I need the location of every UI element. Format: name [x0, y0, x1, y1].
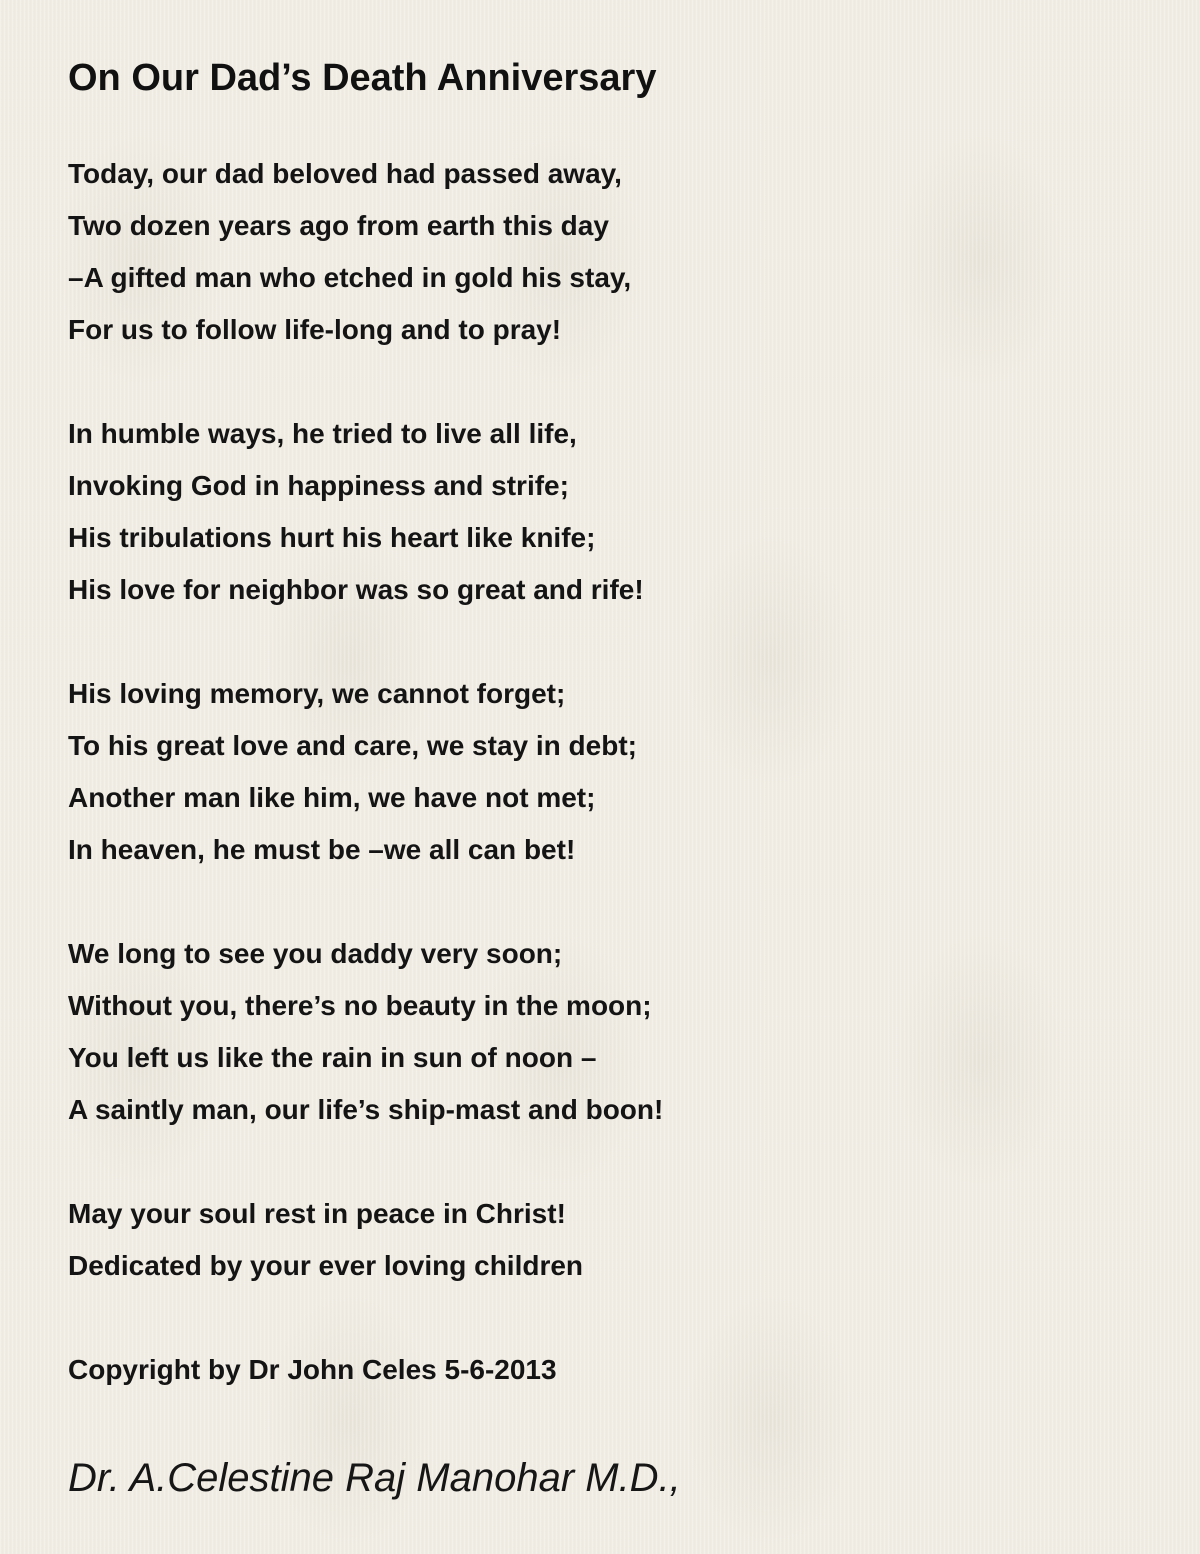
poem-line: We long to see you daddy very soon; [68, 938, 563, 969]
stanza [68, 668, 1148, 876]
poem-line: Invoking God in happiness and strife; [68, 470, 569, 501]
stanza [68, 408, 1148, 616]
poem-line: Two dozen years ago from earth this day [68, 210, 609, 241]
copyright-notice: Copyright by Dr John Celes 5-6-2013 [68, 1354, 557, 1385]
poem-line: For us to follow life-long and to pray! [68, 314, 562, 345]
poem-line: In heaven, he must be –we all can bet! [68, 834, 576, 865]
poem-line: His loving memory, we cannot forget; [68, 678, 566, 709]
poem-line: May your soul rest in peace in Christ! [68, 1198, 566, 1229]
stanza [68, 148, 1148, 356]
author-name: Dr. A.Celestine Raj Manohar M.D., [68, 1456, 681, 1500]
poem-body [68, 148, 1148, 1344]
poem-line: In humble ways, he tried to live all life, [68, 418, 577, 449]
poem-line: You left us like the rain in sun of noon – [68, 1042, 597, 1073]
poem-title: On Our Dad’s Death Anniversary [68, 57, 657, 99]
poem-line: Dedicated by your ever loving children [68, 1250, 584, 1281]
stanza [68, 928, 1148, 1136]
poem-line: A saintly man, our life’s ship-mast and boon! [68, 1094, 664, 1125]
poem-line: His love for neighbor was so great and rife! [68, 574, 644, 605]
dedication [68, 1188, 1148, 1292]
poem-line: –A gifted man who etched in gold his stay, [68, 262, 632, 293]
poem-line: Another man like him, we have not met; [68, 782, 596, 813]
poem-line: To his great love and care, we stay in debt; [68, 730, 637, 761]
poem-line: Without you, there’s no beauty in the moon; [68, 990, 652, 1021]
poem-line: His tribulations hurt his heart like knife; [68, 522, 596, 553]
poem-line: Today, our dad beloved had passed away, [68, 158, 622, 189]
